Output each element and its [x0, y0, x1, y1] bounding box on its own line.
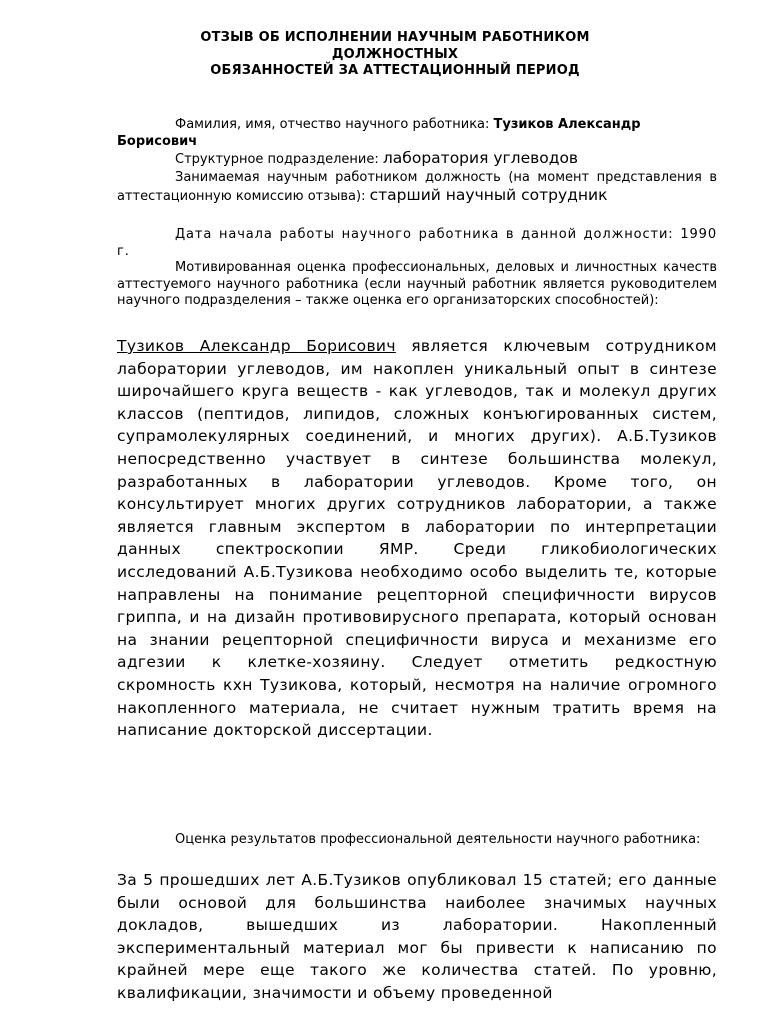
name-field: [117, 117, 717, 150]
document-title: [160, 30, 630, 80]
department-label: Структурное подразделение:: [175, 152, 379, 167]
position-field: [117, 170, 717, 205]
title-line-1: ОТЗЫВ ОБ ИСПОЛНЕНИИ НАУЧНЫМ РАБОТНИКОМ: [200, 30, 590, 45]
assessment-label: Мотивированная оценка профессиональных, деловых и личностных качеств аттестуемого научного работника (если научный работник является руководителем научного подразделения – также оценка его организаторских способностей):: [117, 260, 717, 308]
title-line-3: ОБЯЗАННОСТЕЙ ЗА АТТЕСТАЦИОННЫЙ ПЕРИОД: [210, 63, 580, 78]
start-date-field: [117, 227, 717, 260]
assessment-body: является ключевым сотрудником лаборатории углеводов, им накоплен уникальный опыт в синтезе широчайшего круга веществ - как углеводов, так и молекул других классов (пептидов, липидов, сложных конъюгированных систем, супрамолекулярных соединений, и многих других). А.Б.Тузиков непосредственно участвует в синтезе большинства молекул, разработанных в лаборатории углеводов. Кроме того, он консультирует многих других сотрудников лаборатории, а также является главным экспертом в лаборатории по интерпретации данных спектроскопии ЯМР. Среди гликобиологических исследований А.Б.Тузикова необходимо особо выделить те, которые направлены на понимание рецепторной специфичности вирусов гриппа, и на дизайн противовирусного препарата, который основан на знании рецепторной специфичности вируса и механизме его адгезии к клетке-хозяину. Следует отметить редкостную скромность кхн Тузикова, который, несмотря на наличие огромного накопленного материала, не считает нужным тратить время на написание докторской диссертации.: [117, 337, 717, 740]
position-label: Занимаемая научным работником должность (на момент представления в аттестационную комиссию отзыва):: [117, 170, 717, 204]
title-line-2: ДОЛЖНОСТНЫХ: [331, 46, 459, 62]
assessment-name: Тузиков Александр Борисович: [117, 337, 396, 355]
start-date-label: Дата начала работы научного работника в данной должности:: [175, 227, 674, 242]
department-value: лаборатория углеводов: [382, 149, 579, 167]
department-field: [117, 150, 717, 169]
name-value: Тузиков Александр Борисович: [117, 117, 641, 149]
results-label: Оценка результатов профессиональной деятельности научного работника:: [175, 832, 701, 847]
name-label: Фамилия, имя, отчество научного работника:: [175, 117, 490, 132]
results-text: За 5 прошедших лет А.Б.Тузиков опубликовал 15 статей; его данные были основой для большинства наиболее значимых научных докладов, вышедших из лаборатории. Накопленный экспериментальный материал мог бы привести к написанию по крайней мере еще такого же количества статей. По уровню, квалификации, значимости и объему проведенной: [117, 871, 717, 1002]
position-value: старший научный сотрудник: [369, 185, 608, 204]
assessment-text: [117, 335, 717, 742]
start-date-value: 1990 г.: [117, 227, 717, 259]
